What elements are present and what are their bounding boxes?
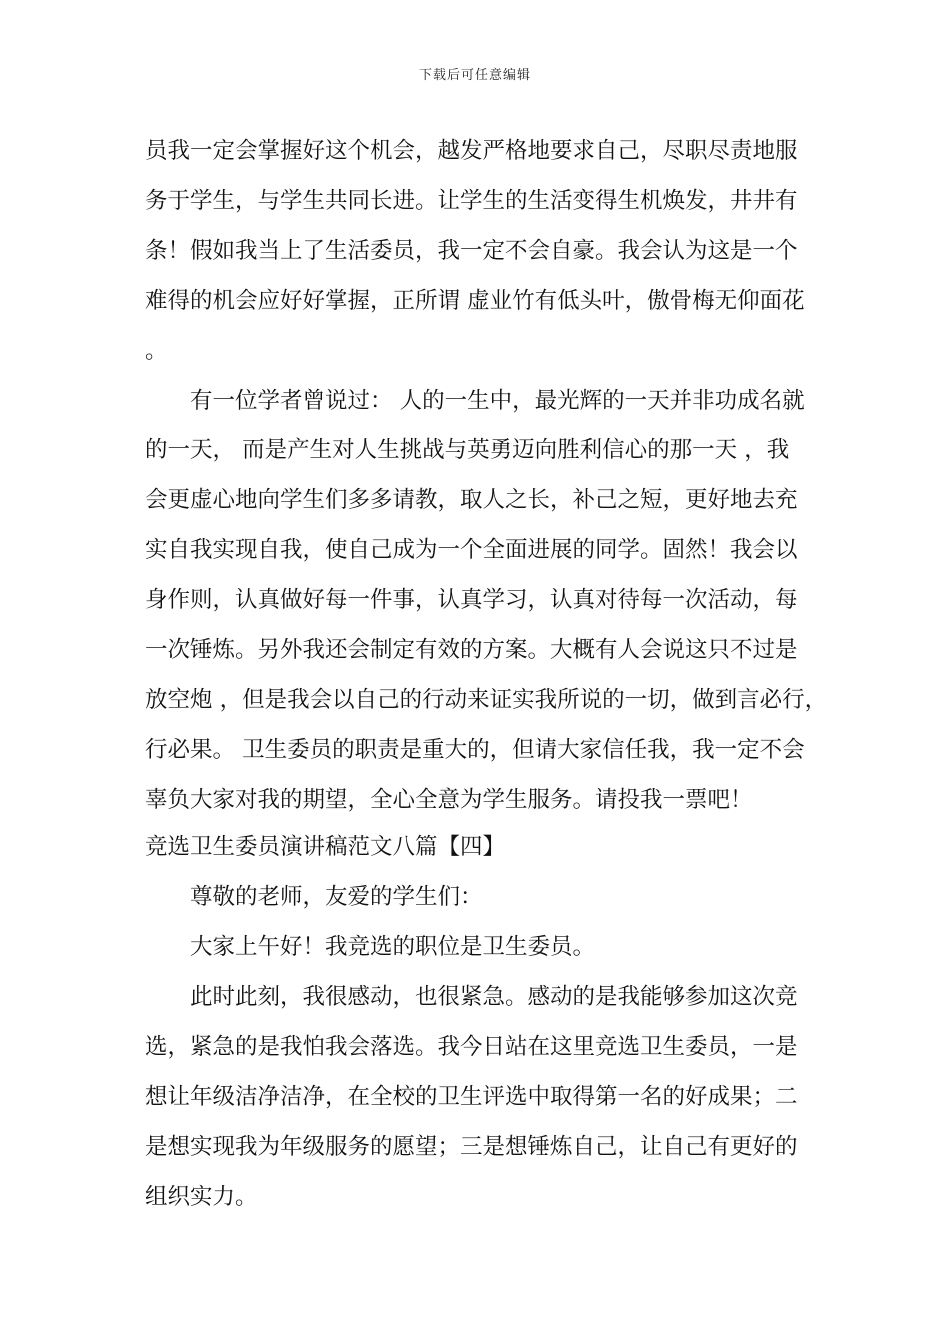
text-line: 是想实现我为年级服务的愿望；三是想锤炼自己，让自己有更好的 <box>145 1134 798 1160</box>
text-line: 难得的机会应好好掌握，正所谓 虚业竹有低头叶，傲骨梅无仰面花 <box>145 288 805 314</box>
text-line: 会更虚心地向学生们多多请教，取人之长，补己之短，更好地去充 <box>145 487 798 513</box>
text-line: 想让年级洁净洁净，在全校的卫生评选中取得第一名的好成果；二 <box>145 1084 798 1110</box>
text-line: 组织实力。 <box>145 1184 258 1210</box>
text-line: 。 <box>145 338 168 364</box>
text-line: 大家上午好！我竞选的职位是卫生委员。 <box>190 934 596 960</box>
text-line: 身作则，认真做好每一件事，认真学习，认真对待每一次活动，每 <box>145 587 798 613</box>
text-line: 辜负大家对我的期望，全心全意为学生服务。请投我一票吧！ <box>145 787 753 813</box>
page-header: 下载后可任意编辑 <box>418 68 531 83</box>
section-heading: 竞选卫生委员演讲稿范文八篇【四】 <box>145 834 506 860</box>
text-line: 员我一定会掌握好这个机会，越发严格地要求自己，尽职尽责地服 <box>145 138 798 164</box>
text-line: 放空炮 ，但是我会以自己的行动来证实我所说的一切，做到言必行， <box>145 687 828 713</box>
text-line: 务于学生，与学生共同长进。让学生的生活变得生机焕发，井井有 <box>145 188 798 214</box>
text-line: 有一位学者曾说过： 人的一生中，最光辉的一天并非功成名就 <box>190 388 805 414</box>
text-line: 的一天， 而是产生对人生挑战与英勇迈向胜利信心的那一天 ，我 <box>145 437 790 463</box>
text-line: 行必果。 卫生委员的职责是重大的，但请大家信任我，我一定不会 <box>145 737 805 763</box>
text-line: 选，紧急的是我怕我会落选。我今日站在这里竞选卫生委员，一是 <box>145 1034 798 1060</box>
text-line: 此时此刻，我很感动，也很紧急。感动的是我能够参加这次竞 <box>190 984 798 1010</box>
text-line: 实自我实现自我，使自己成为一个全面进展的同学。固然！我会以 <box>145 537 798 563</box>
salutation: 尊敬的老师，友爱的学生们： <box>190 884 483 910</box>
text-line: 一次锤炼。另外我还会制定有效的方案。大概有人会说这只不过是 <box>145 637 798 663</box>
text-line: 条！假如我当上了生活委员，我一定不会自豪。我会认为这是一个 <box>145 238 798 264</box>
